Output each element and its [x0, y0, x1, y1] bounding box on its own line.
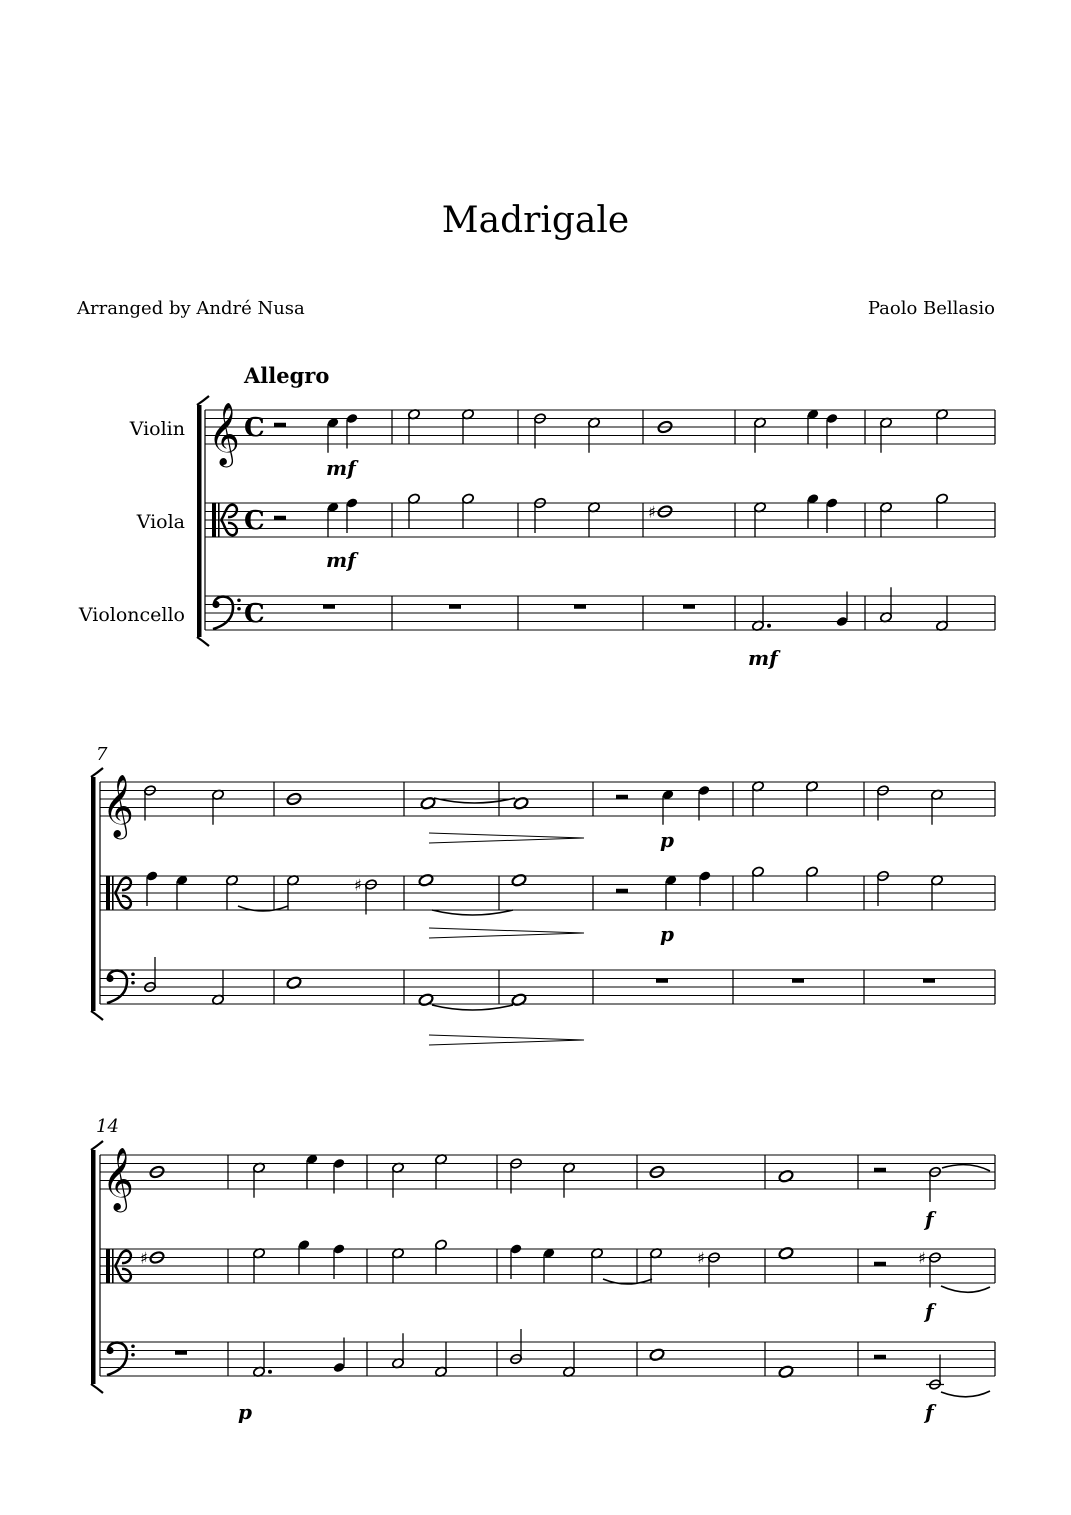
- sharp-accidental: ♯: [648, 502, 656, 522]
- tie: [941, 1391, 990, 1397]
- whole-rest: [449, 605, 461, 609]
- bracket-bottom-hook: [91, 1384, 103, 1393]
- decrescendo-hairpin-top: [429, 1035, 584, 1040]
- tie: [432, 910, 513, 915]
- decrescendo-hairpin-top: [429, 833, 584, 838]
- half-rest: [616, 795, 628, 799]
- sharp-accidental: ♯: [140, 1248, 148, 1268]
- bracket-bottom-hook: [197, 637, 209, 646]
- system-bracket: [197, 405, 202, 637]
- measure-number: 7: [96, 744, 108, 765]
- dynamic-p: p: [238, 1400, 252, 1424]
- whole-note-head: [418, 993, 434, 1007]
- score-title: Madrigale: [441, 200, 630, 241]
- bass-clef-dot-lower: [237, 607, 241, 611]
- treble-clef: 𝄞: [102, 1147, 134, 1210]
- half-rest: [274, 516, 286, 520]
- half-rest: [616, 889, 628, 893]
- tempo-marking: Allegro: [244, 363, 330, 388]
- dynamic-f: f: [925, 1207, 934, 1231]
- half-rest: [274, 423, 286, 427]
- tie: [432, 1005, 513, 1010]
- alto-clef-bar: [218, 503, 220, 537]
- augmentation-dot: [268, 1370, 272, 1374]
- whole-rest: [923, 979, 935, 983]
- alto-clef: [106, 876, 110, 910]
- half-rest: [874, 1168, 886, 1172]
- treble-clef: 𝄞: [208, 402, 240, 465]
- tie: [942, 1165, 990, 1171]
- whole-note-head: [778, 1365, 794, 1379]
- alto-clef-bar: [112, 1249, 114, 1283]
- common-time: C: [244, 506, 265, 536]
- instrument-label-violoncello: Violoncello: [78, 604, 185, 626]
- alto-clef-upper: [115, 1251, 131, 1266]
- system-bracket: [91, 777, 96, 1011]
- whole-note-head: [511, 873, 527, 887]
- alto-clef-lower: [115, 893, 131, 908]
- whole-note-head: [778, 1246, 794, 1260]
- whole-note-head: [778, 1169, 794, 1183]
- whole-rest: [683, 605, 695, 609]
- common-time: C: [244, 599, 265, 629]
- whole-note-head: [511, 993, 527, 1007]
- whole-rest: [574, 605, 586, 609]
- whole-note-head: [649, 1348, 665, 1362]
- bracket-bottom-hook: [91, 1011, 103, 1020]
- composer-credit: Paolo Bellasio: [867, 298, 995, 319]
- whole-rest: [323, 605, 335, 609]
- alto-clef-upper: [115, 878, 131, 893]
- dynamic-mf: mf: [326, 456, 356, 480]
- whole-rest: [656, 979, 668, 983]
- bass-clef-dot-upper: [131, 972, 135, 976]
- decrescendo-hairpin-bottom: [429, 838, 584, 843]
- whole-note-head: [286, 976, 302, 990]
- decrescendo-hairpin-top: [429, 928, 584, 933]
- dynamic-f: f: [925, 1400, 934, 1424]
- half-rest: [874, 1355, 886, 1359]
- common-time: C: [244, 413, 265, 443]
- alto-clef-lower: [115, 1266, 131, 1281]
- augmentation-dot: [767, 624, 771, 628]
- bass-clef-dot-upper: [237, 598, 241, 602]
- dynamic-p: p: [660, 922, 674, 946]
- alto-clef: [106, 1249, 110, 1283]
- whole-rest: [792, 979, 804, 983]
- sharp-accidental: ♯: [697, 1248, 705, 1268]
- sharp-accidental: ♯: [354, 875, 362, 895]
- whole-note-head: [420, 796, 436, 810]
- whole-note-head: [513, 796, 529, 810]
- alto-clef-upper: [221, 505, 237, 520]
- dynamic-mf: mf: [326, 548, 356, 572]
- half-rest: [874, 1262, 886, 1266]
- alto-clef-lower: [221, 520, 237, 535]
- tie: [941, 1286, 990, 1292]
- alto-clef: [212, 503, 216, 537]
- whole-rest: [175, 1351, 187, 1355]
- arranger-credit: Arranged by André Nusa: [77, 298, 305, 319]
- dynamic-p: p: [660, 828, 674, 852]
- decrescendo-hairpin-bottom: [429, 1040, 584, 1045]
- alto-clef-bar: [112, 876, 114, 910]
- bass-clef-dot-lower: [131, 981, 135, 985]
- decrescendo-hairpin-bottom: [429, 933, 584, 938]
- instrument-label-viola: Viola: [136, 511, 185, 533]
- bass-clef-dot-lower: [131, 1353, 135, 1357]
- bass-clef-dot-upper: [131, 1344, 135, 1348]
- dynamic-f: f: [925, 1299, 934, 1323]
- system-bracket: [91, 1150, 96, 1384]
- dynamic-mf: mf: [748, 646, 778, 670]
- instrument-label-violin: Violin: [129, 418, 185, 440]
- whole-note-head: [418, 873, 434, 887]
- treble-clef: 𝄞: [102, 774, 134, 837]
- measure-number: 14: [96, 1116, 119, 1137]
- sharp-accidental: ♯: [918, 1248, 926, 1268]
